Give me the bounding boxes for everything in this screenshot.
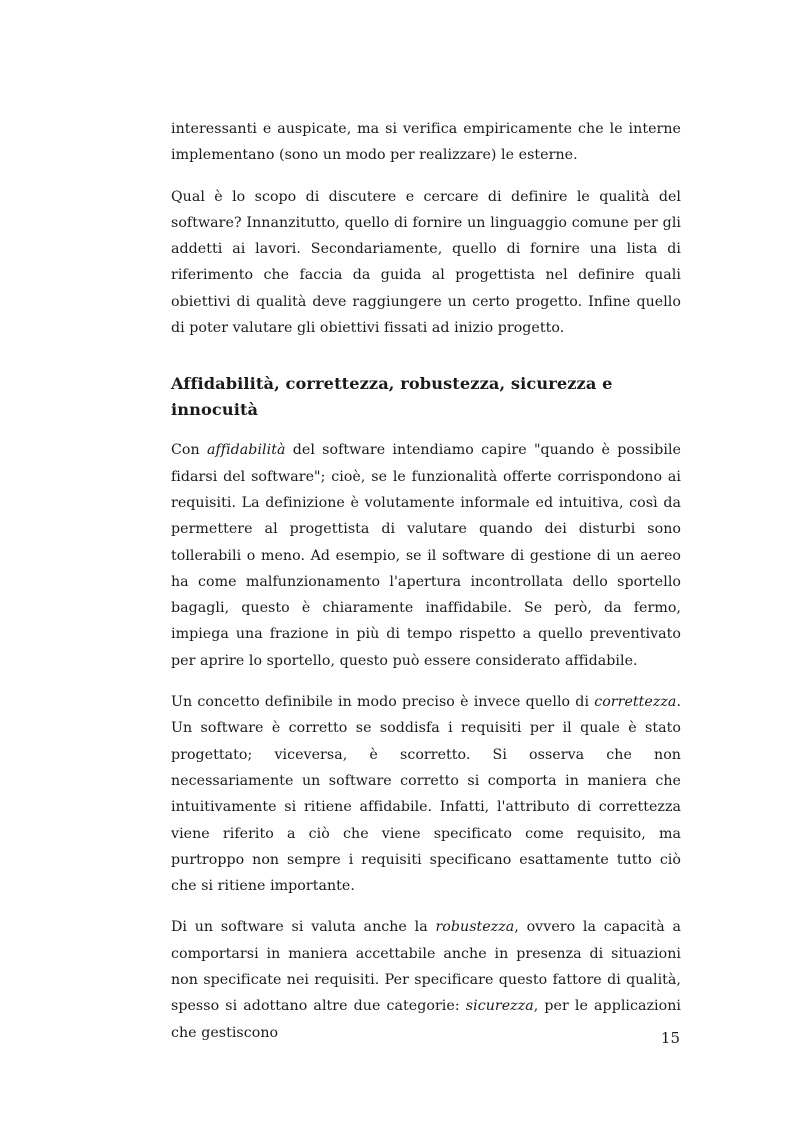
term-correttezza: correttezza [594,694,677,711]
text-run: , ovvero la capacità a comportarsi in maniera accettabile anche in presenza di situazioni non specificate nei requisiti. Per specificare questo fattore di qualità, spesso si adottano altre due categorie: [171,919,681,1015]
section-heading: Affidabilità, correttezza, robustezza, sicurezza e innocuità [171,374,613,420]
paragraph-correttezza [171,689,681,899]
page-number: 15 [660,1029,680,1047]
document-page [171,116,681,1046]
text-run: Di un software si valuta anche la [171,919,436,936]
term-affidabilita: affidabilità [206,442,286,459]
paragraph-intro-1: interessanti e auspicate, ma si verifica empiricamente che le interne implementano (sono un modo per realizzare) le esterne. [171,121,681,164]
paragraph-affidabilita [171,437,681,674]
text-run: Con [171,442,207,459]
term-robustezza: robustezza [435,919,515,936]
text-run: . Un software è corretto se soddisfa i requisiti per il quale è stato progettato; viceversa, è scorretto. Si osserva che non necessariamente un software corretto si comporta in maniera che intuitivamente si ritiene affidabile. Infatti, l'attributo di correttezza viene riferito a ciò che viene specificato come requisito, ma purtroppo non sempre i requisiti specificano esattamente tutto ciò che si ritiene importante. [171,694,681,895]
term-sicurezza: sicurezza [465,998,534,1015]
text-run: del software intendiamo capire "quando è possibile fidarsi del software"; cioè, se le funzionalità offerte corrispondono ai requisiti. La definizione è volutamente informale ed intuitiva, così da permettere al progettista di valutare quando dei disturbi sono tollerabili o meno. Ad esempio, se il software di gestione di un aereo ha come malfunzionamento l'apertura incontrollata dello sportello bagagli, questo è chiaramente inaffidabile. Se però, da fermo, impiega una frazione in più di tempo rispetto a quello preventivato per aprire lo sportello, questo può essere considerato affidabile. [171,442,681,669]
paragraph-intro-2: Qual è lo scopo di discutere e cercare di definire le qualità del software? Innanzitutto, quello di fornire un linguaggio comune per gli addetti ai lavori. Secondariamente, quello di fornire una lista di riferimento che faccia da guida al progettista nel definire quali obiettivi di qualità deve raggiungere un certo progetto. Infine quello di poter valutare gli obiettivi fissati ad inizio progetto. [171,188,681,337]
paragraph-robustezza [171,914,681,1045]
text-run: , per le applicazioni che gestiscono [171,998,681,1041]
text-run: Un concetto definibile in modo preciso è invece quello di [171,694,595,711]
